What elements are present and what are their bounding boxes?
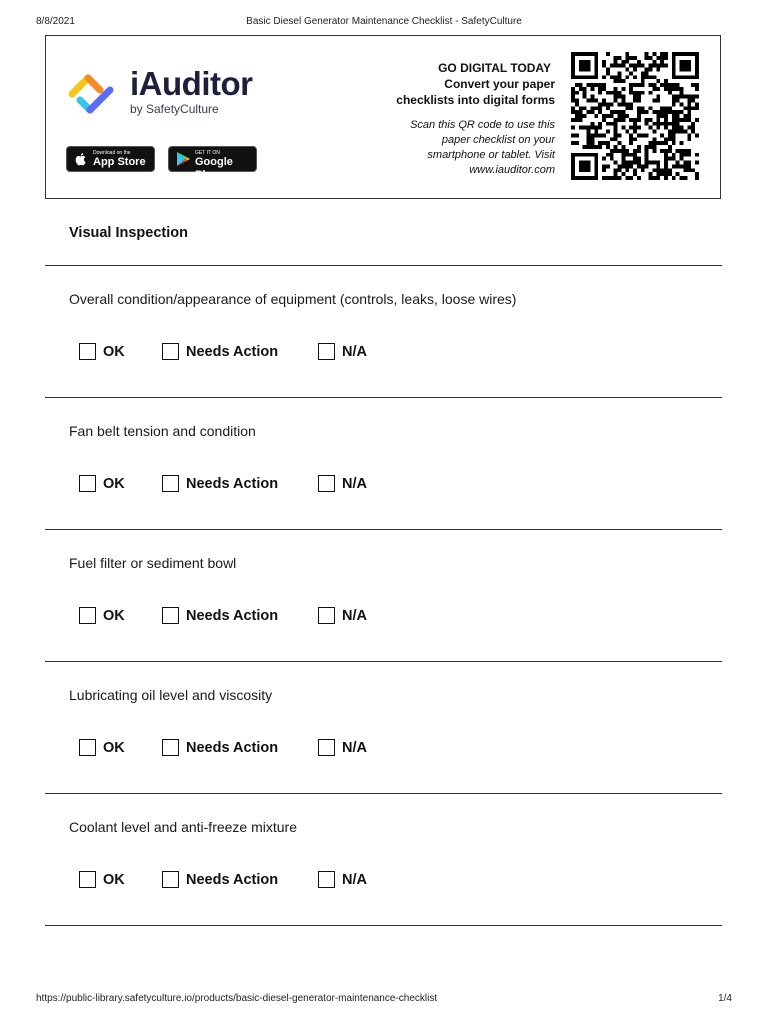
option-label-na: N/A xyxy=(342,608,367,624)
print-date: 8/8/2021 xyxy=(36,16,75,27)
section-title: Visual Inspection xyxy=(69,225,188,241)
checklist-item-label: Fan belt tension and condition xyxy=(69,423,256,439)
google-play-small-text: GET IT ON xyxy=(195,150,220,156)
footer-url: https://public-library.safetyculture.io/products/basic-diesel-generator-maintenance-checklist xyxy=(36,993,438,1004)
checklist-item-label: Overall condition/appearance of equipment (controls, leaks, loose wires) xyxy=(69,291,517,307)
google-play-label: Google Play xyxy=(195,156,233,181)
checkbox-ok[interactable] xyxy=(79,871,96,888)
page-number: 1/4 xyxy=(718,993,732,1004)
option-label-needs-action: Needs Action xyxy=(186,608,279,624)
app-store-badge[interactable] xyxy=(66,146,155,172)
promo-heading-line-1: Convert your paper xyxy=(444,77,555,91)
brand-subtitle: by SafetyCulture xyxy=(130,102,219,116)
section-divider xyxy=(45,265,722,266)
item-divider xyxy=(45,397,722,398)
checkbox-ok[interactable] xyxy=(79,739,96,756)
document-title: Basic Diesel Generator Maintenance Checklist - SafetyCulture xyxy=(246,16,522,27)
checklist-item-label: Fuel filter or sediment bowl xyxy=(69,555,237,571)
option-label-needs-action: Needs Action xyxy=(186,740,279,756)
option-label-ok: OK xyxy=(103,608,125,624)
google-play-badge[interactable] xyxy=(168,146,257,181)
checkbox-needs-action[interactable] xyxy=(162,475,179,492)
option-label-na: N/A xyxy=(342,872,367,888)
promo-body xyxy=(295,118,555,178)
checkbox-na[interactable] xyxy=(318,871,335,888)
app-store-small-text: Download on the xyxy=(93,150,131,156)
option-label-ok: OK xyxy=(103,344,125,360)
checkbox-na[interactable] xyxy=(318,475,335,492)
promo-body-line-3: smartphone or tablet. Visit xyxy=(427,149,555,161)
app-store-label: App Store xyxy=(93,156,146,168)
checkbox-na[interactable] xyxy=(318,343,335,360)
option-label-na: N/A xyxy=(342,344,367,360)
option-label-ok: OK xyxy=(103,740,125,756)
option-label-na: N/A xyxy=(342,740,367,756)
promo-body-line-4[interactable]: www.iauditor.com xyxy=(469,164,555,176)
checklist-item-label: Coolant level and anti-freeze mixture xyxy=(69,819,298,835)
checkbox-na[interactable] xyxy=(318,607,335,624)
checkbox-ok[interactable] xyxy=(79,343,96,360)
promo-text xyxy=(295,60,555,178)
option-label-needs-action: Needs Action xyxy=(186,476,279,492)
checkbox-na[interactable] xyxy=(318,739,335,756)
promo-body-line-1: Scan this QR code to use this xyxy=(410,119,555,131)
option-label-na: N/A xyxy=(342,476,367,492)
checkbox-ok[interactable] xyxy=(79,607,96,624)
option-label-needs-action: Needs Action xyxy=(186,344,279,360)
option-label-needs-action: Needs Action xyxy=(186,872,279,888)
checkbox-needs-action[interactable] xyxy=(162,607,179,624)
checkbox-ok[interactable] xyxy=(79,475,96,492)
brand-name: iAuditor xyxy=(130,65,253,102)
play-icon xyxy=(175,151,191,167)
option-label-ok: OK xyxy=(103,476,125,492)
checkbox-needs-action[interactable] xyxy=(162,739,179,756)
item-divider xyxy=(45,529,722,530)
promo-heading-line-2: checklists into digital forms xyxy=(396,93,555,107)
apple-icon xyxy=(73,151,89,167)
checkbox-needs-action[interactable] xyxy=(162,871,179,888)
checklist-item-label: Lubricating oil level and viscosity xyxy=(69,687,273,703)
iauditor-banner xyxy=(45,35,721,199)
qr-code-icon xyxy=(569,52,701,180)
promo-title: GO DIGITAL TODAY xyxy=(438,61,551,75)
option-label-ok: OK xyxy=(103,872,125,888)
promo-body-line-2: paper checklist on your xyxy=(441,134,555,146)
item-divider xyxy=(45,925,722,926)
item-divider xyxy=(45,793,722,794)
item-divider xyxy=(45,661,722,662)
checkbox-needs-action[interactable] xyxy=(162,343,179,360)
iauditor-logo-icon xyxy=(66,68,118,120)
